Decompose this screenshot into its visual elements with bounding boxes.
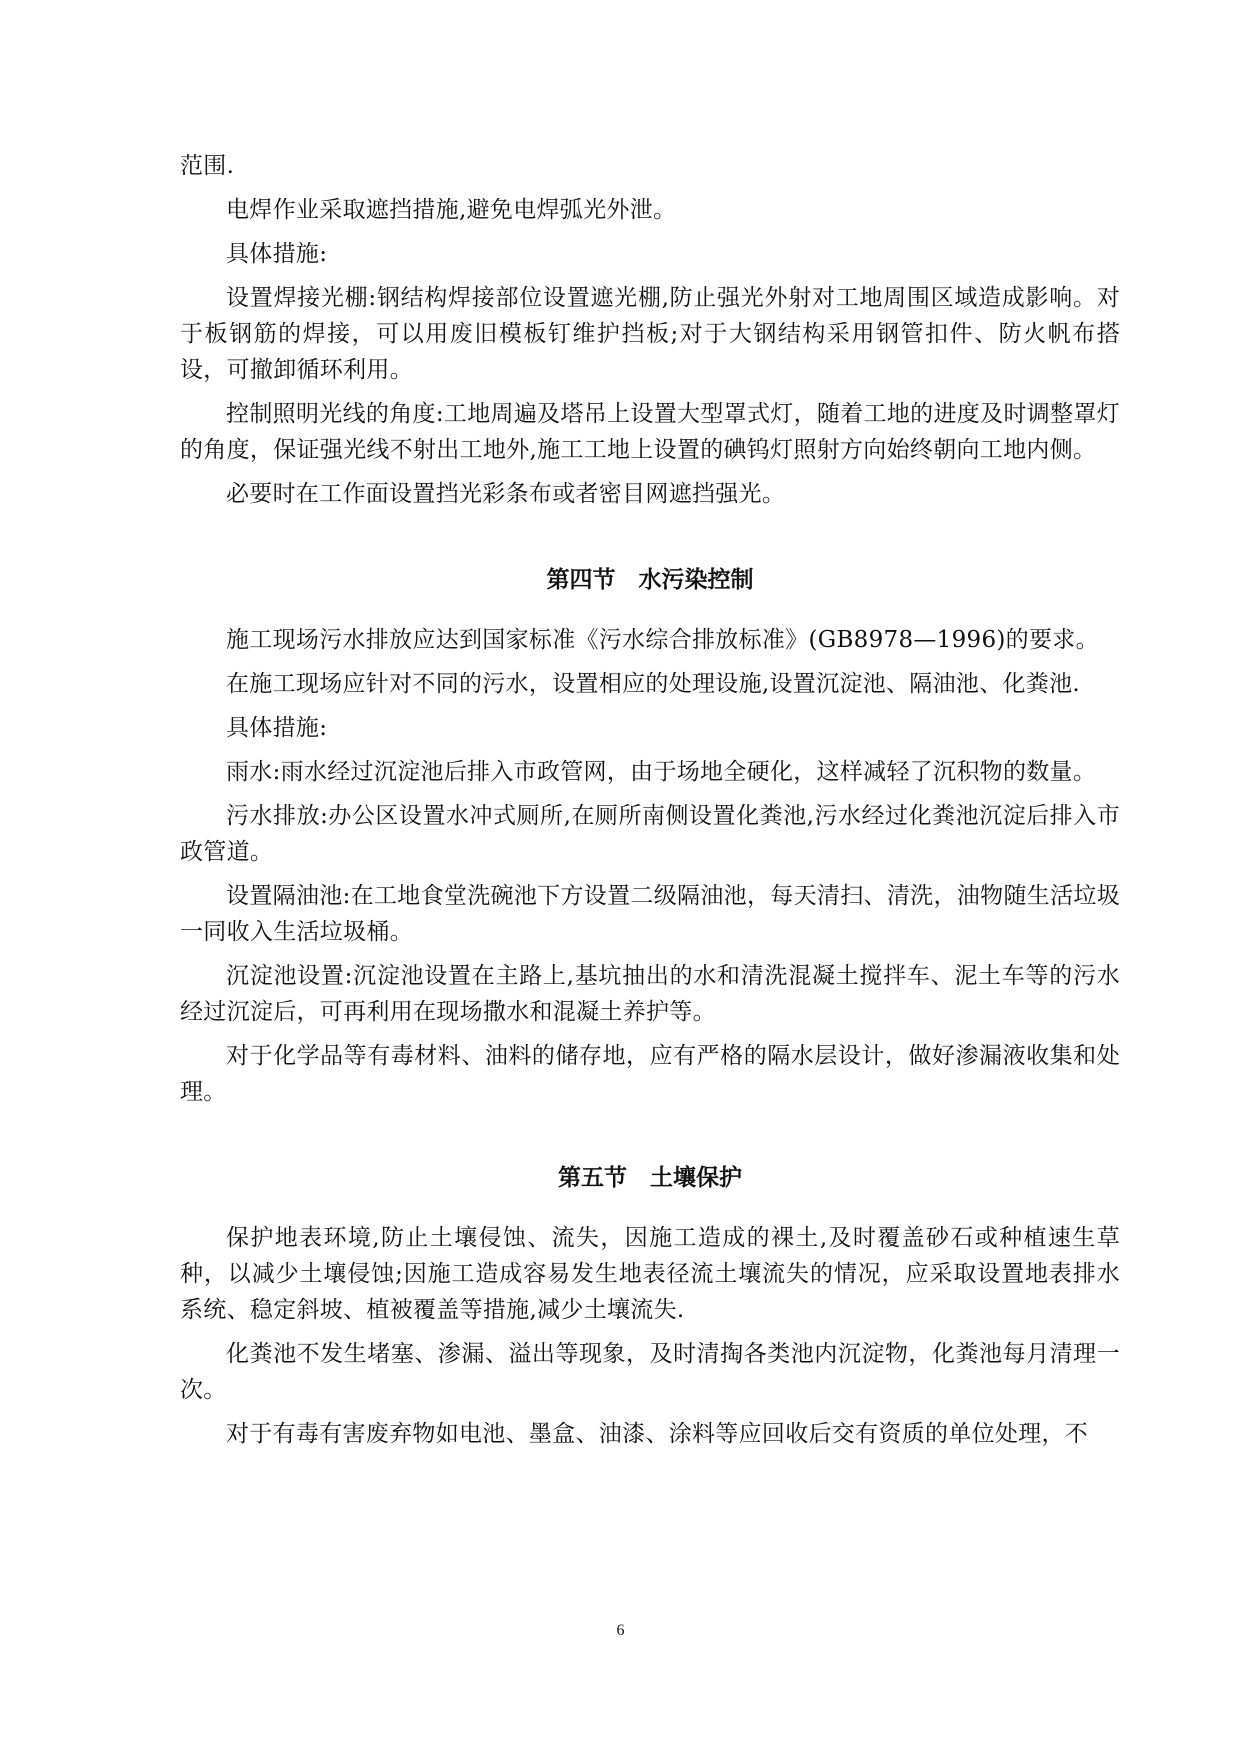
paragraph-treatment-facilities: 在施工现场应针对不同的污水，设置相应的处理设施,设置沉淀池、隔油池、化粪池. [226,671,1081,697]
paragraph-rainwater: 雨水:雨水经过沉淀池后排入市政管网，由于场地全硬化，这样减轻了沉积物的数量。 [226,759,1097,785]
page-number: 6 [616,1622,625,1639]
paragraph-light-barrier: 必要时在工作面设置挡光彩条布或者密目网遮挡强光。 [226,481,786,507]
paragraph-welding-shed: 设置焊接光棚:钢结构焊接部位设置遮光棚,防止强光外射对工地周围区域造成影响。对于板钢筋的焊接，可以用废旧模板钉维护挡板;对于大钢结构采用钢管扣件、防火帆布搭设，可撤卸循环利用。 [180,285,1120,383]
paragraph-continuation: 范围. [180,153,235,179]
paragraph-sedimentation-tank: 沉淀池设置:沉淀池设置在主路上,基坑抽出的水和清洗混凝土搅拌车、泥土车等的污水经过沉淀后，可再利用在现场撒水和混凝土养护等。 [180,963,1120,1025]
paragraph-lighting-angle: 控制照明光线的角度:工地周遍及塔吊上设置大型罩式灯，随着工地的进度及时调整罩灯的角度，保证强光线不射出工地外,施工工地上设置的碘钨灯照射方向始终朝向工地内侧。 [180,401,1120,463]
paragraph-measures-label: 具体措施: [226,241,328,267]
paragraph-welding-shield: 电焊作业采取遮挡措施,避免电焊弧光外泄。 [226,197,677,223]
paragraph-surface-protection: 保护地表环境,防止土壤侵蚀、流失，因施工造成的裸土,及时覆盖砂石或种植速生草种，以减少土壤侵蚀;因施工造成容易发生地表径流土壤流失的情况，应采取设置地表排水系统、稳定斜坡、植被覆盖等措施,减少土壤流失. [180,1225,1120,1323]
section-heading-water-pollution: 第四节 水污染控制 [546,566,754,593]
page-content [180,148,1120,1460]
paragraph-measures-label: 具体措施: [226,715,328,741]
paragraph-discharge-standard: 施工现场污水排放应达到国家标准《污水综合排放标准》(GB8978—1996)的要求。 [226,627,1099,653]
paragraph-sewage: 污水排放:办公区设置水冲式厕所,在厕所南侧设置化粪池,污水经过化粪池沉淀后排入市政管道。 [180,803,1120,865]
paragraph-hazardous-waste: 对于有毒有害废弃物如电池、墨盒、油漆、涂料等应回收后交有资质的单位处理，不 [226,1421,1089,1447]
paragraph-septic-tank: 化粪池不发生堵塞、渗漏、溢出等现象，及时清掏各类池内沉淀物，化粪池每月清理一次。 [180,1341,1120,1403]
paragraph-chemical-storage: 对于化学品等有毒材料、油料的储存地，应有严格的隔水层设计，做好渗漏液收集和处理。 [180,1043,1120,1105]
paragraph-grease-trap: 设置隔油池:在工地食堂洗碗池下方设置二级隔油池，每天清扫、清洗，油物随生活垃圾一同收入生活垃圾桶。 [180,883,1120,945]
section-heading-soil-protection: 第五节 土壤保护 [558,1164,742,1191]
